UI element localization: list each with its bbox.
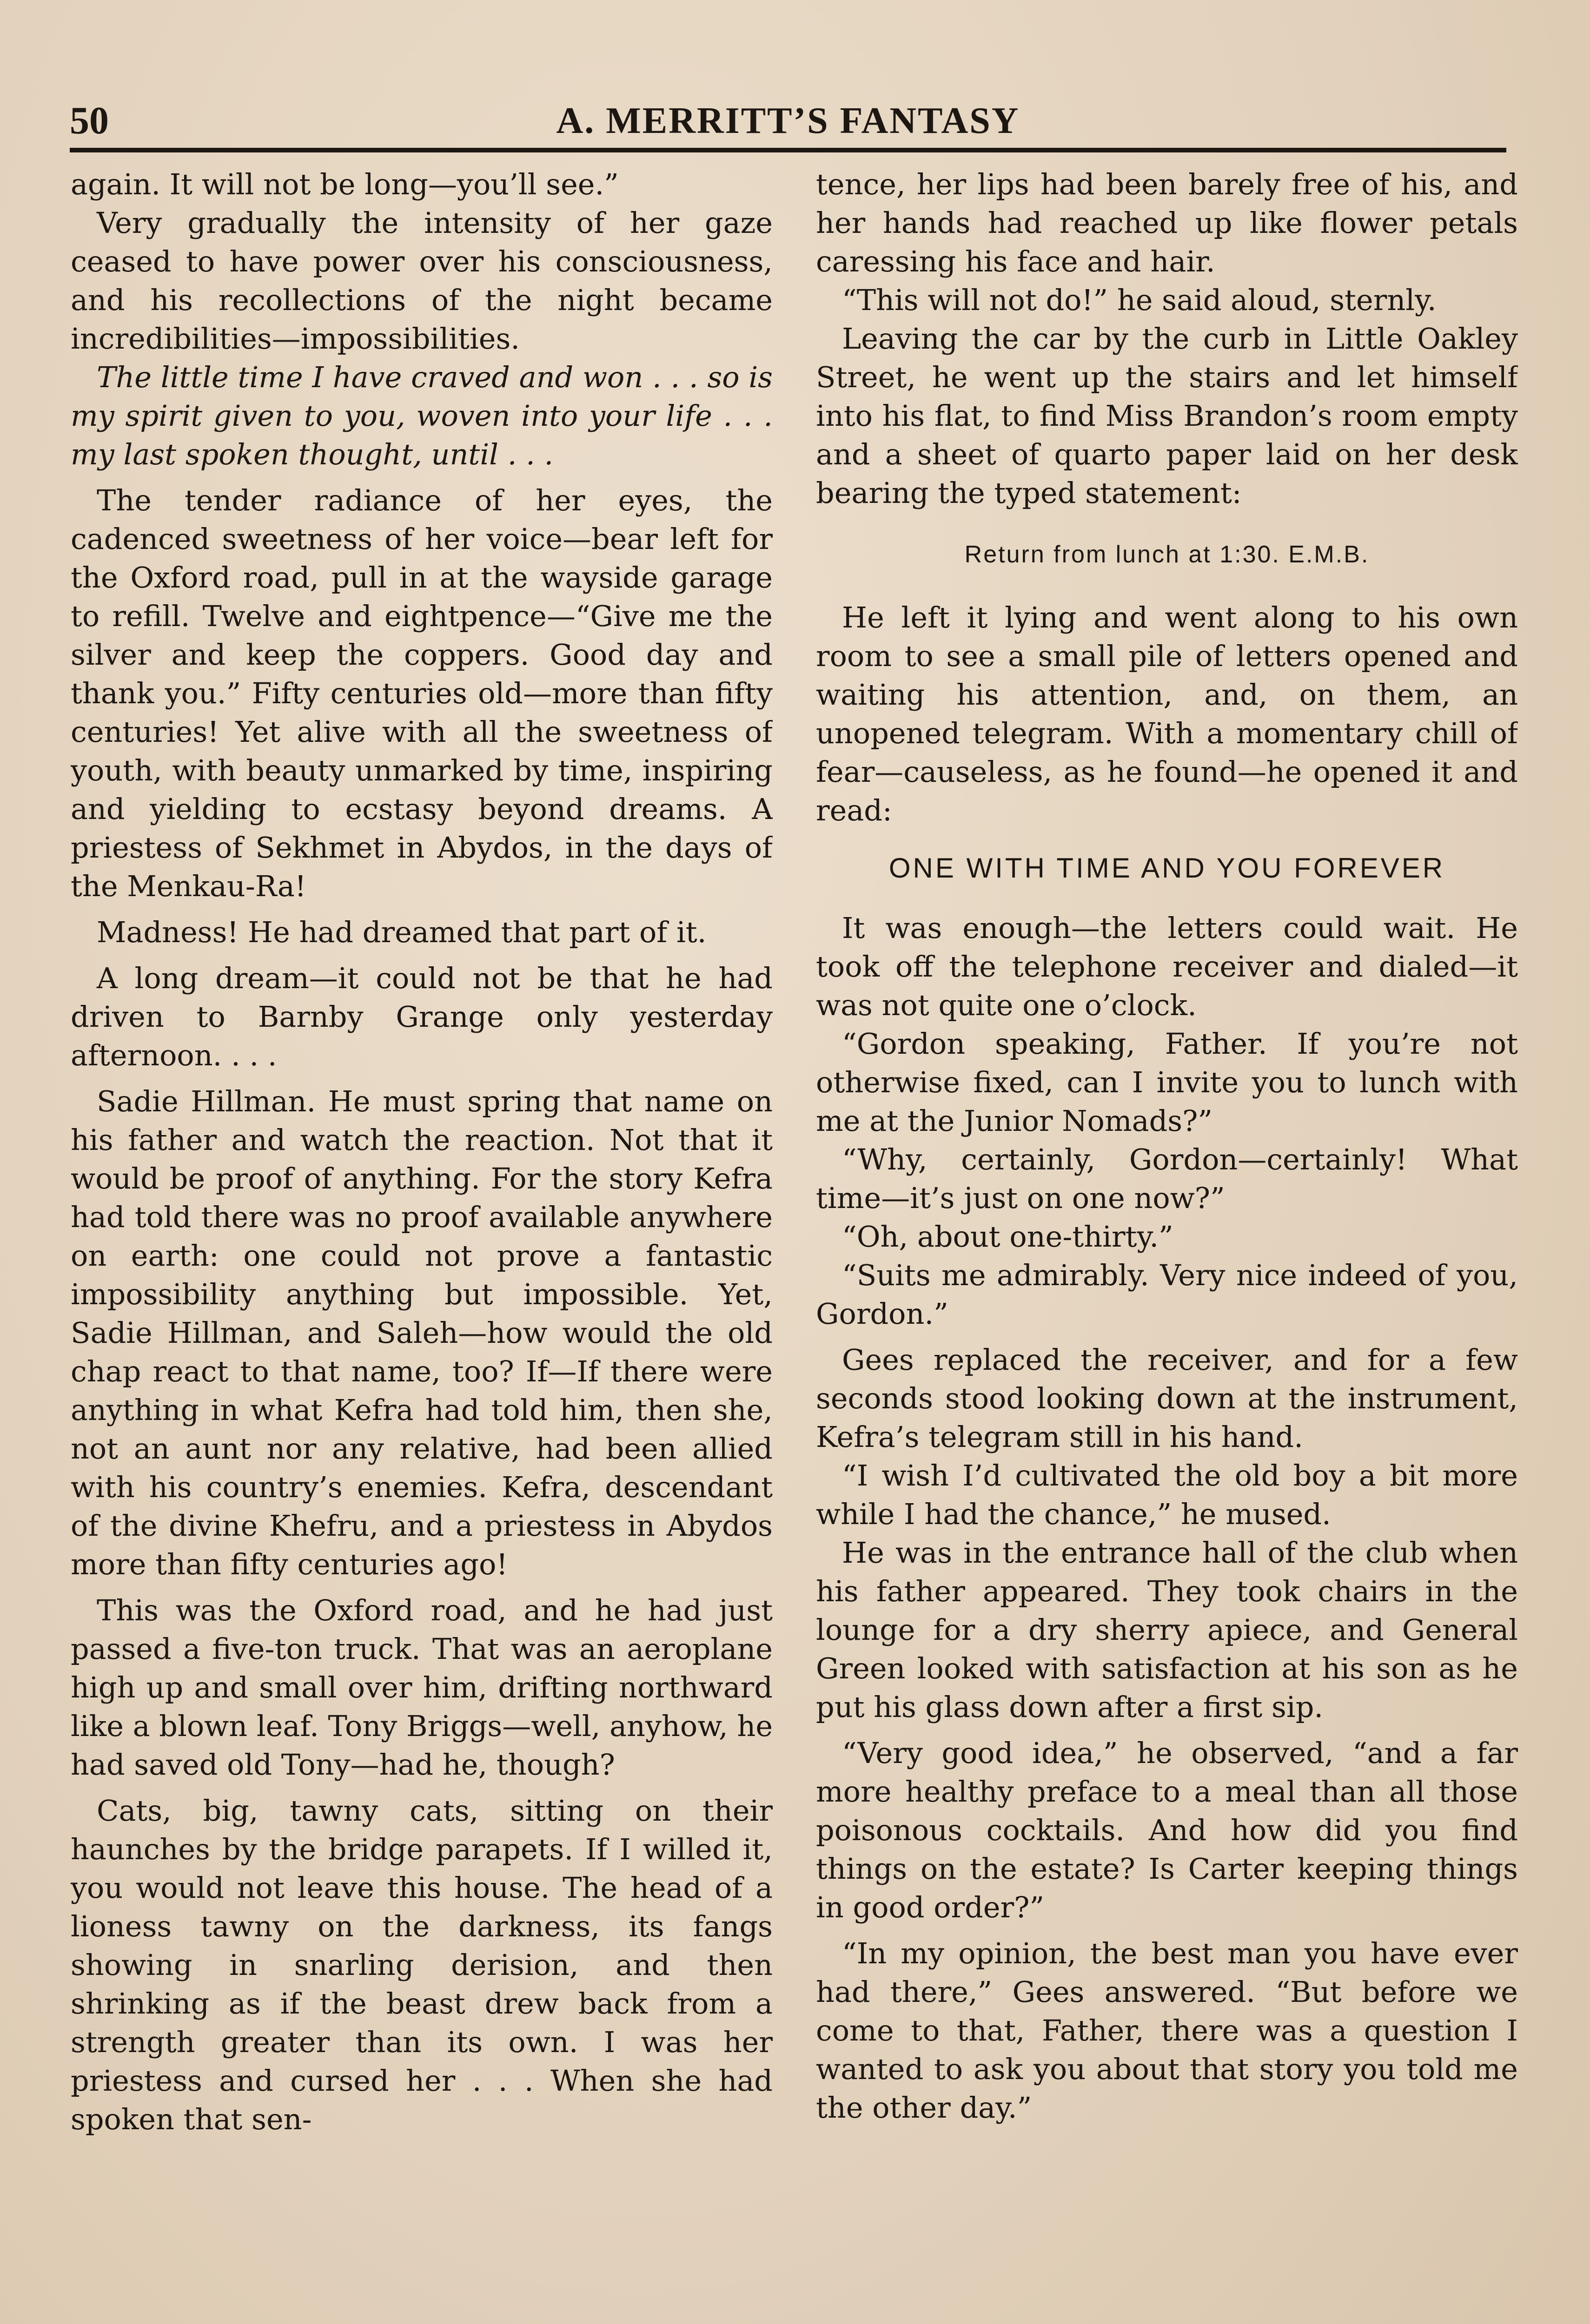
paragraph: Leaving the car by the curb in Little Oakley Street, he went up the stairs and let himself into his flat, to find Miss Brandon’s room empty and a sheet of quarto paper laid on her desk bearing the typed statement: bbox=[816, 322, 1518, 510]
header-rule bbox=[70, 148, 1506, 152]
paragraph: “Suits me admirably. Very nice indeed of you, Gordon.” bbox=[816, 1258, 1518, 1331]
paragraph: The tender radiance of her eyes, the cadenced sweetness of her voice—bear left for the Oxford road, pull in at the wayside garage to refill. Twelve and eightpence—“Give me the silver and keep the coppers. Good day and thank you.” Fifty centuries old—more than fifty centuries! Yet alive with all the sweetness of youth, with beauty unmarked by time, inspiring and yielding to ecstasy beyond dreams. A priestess of Sekhmet in Abydos, in the days of the Menkau-Ra! bbox=[71, 483, 773, 903]
paragraph: He was in the entrance hall of the club when his father appeared. They took chairs in the lounge for a dry sherry apiece, and General Green looked with satisfaction at his son as he put his glass down after a first sip. bbox=[816, 1536, 1518, 1724]
paragraph: This was the Oxford road, and he had just passed a five-ton truck. That was an aeroplane high up and small over him, drifting northward like a blown leaf. Tony Briggs—well, anyhow, he had saved old Tony—had he, though? bbox=[71, 1593, 773, 1782]
paragraph: Cats, big, tawny cats, sitting on their haunches by the bridge parapets. If I willed it, you would not leave this house. The head of a lioness tawny on the darkness, its fangs showing in snarling derision, and then shrinking as if the beast drew back from a strength greater than its own. I was her priestess and cursed her . . . When she had spoken that sen- bbox=[71, 1794, 773, 2136]
typed-notice: Return from lunch at 1:30. E.M.B. bbox=[964, 541, 1370, 568]
running-title: A. MERRITT’S FANTASY bbox=[556, 100, 1020, 141]
telegram-text: ONE WITH TIME AND YOU FOREVER bbox=[888, 852, 1445, 884]
paragraph: Sadie Hillman. He must spring that name on his father and watch the reaction. Not that it would be proof of anything. For the story Kefra had told there was no proof available anywhere on earth: one could not prove a fantastic impossibility anything but impossible. Yet, Sadie Hillman, and Saleh—how would the old chap react to that name, too? If—If there were anything in what Kefra had told him, then she, not an aunt nor any relative, had been allied with his country’s enemies. Kefra, descendant of the divine Khefru, and a priestess in Abydos more than fifty centuries ago! bbox=[71, 1084, 773, 1581]
paragraph: He left it lying and went along to his own room to see a small pile of letters opened and waiting his attention, and, on them, an unopened telegram. With a momentary chill of fear—causeless, as he found—he opened it and read: bbox=[816, 601, 1518, 827]
right-column bbox=[816, 165, 1518, 2324]
paragraph: “In my opinion, the best man you have ever had there,” Gees answered. “But before we come to that, Father, there was a question I wanted to ask you about that story you told me the other day.” bbox=[816, 1936, 1518, 2125]
paragraph: “Gordon speaking, Father. If you’re not otherwise fixed, can I invite you to lunch with me at the Junior Nomads?” bbox=[816, 1027, 1518, 1138]
paragraph: Gees replaced the receiver, and for a few seconds stood looking down at the instrument, Kefra’s telegram still in his hand. bbox=[816, 1343, 1518, 1454]
paragraph: “Very good idea,” he observed, “and a far more healthy preface to a meal than all those poisonous cocktails. And how did you find things on the estate? Is Carter keeping things in good order?” bbox=[816, 1736, 1518, 1924]
page-number: 50 bbox=[70, 99, 109, 142]
paragraph: It was enough—the letters could wait. He took off the telephone receiver and dialed—it was not quite one o’clock. bbox=[816, 911, 1518, 1022]
left-column bbox=[71, 165, 773, 2324]
paragraph: “Oh, about one-thirty.” bbox=[842, 1220, 1173, 1254]
paragraph: tence, her lips had been barely free of his, and her hands had reached up like flower petals caressing his face and hair. bbox=[816, 167, 1518, 278]
paragraph: “Why, certainly, Gordon—certainly! What time—it’s just on one now?” bbox=[816, 1142, 1518, 1215]
paragraph: Very gradually the intensity of her gaze ceased to have power over his consciousness, and his recollections of the night became incredibilities—impossibilities. bbox=[71, 206, 773, 356]
paragraph: A long dream—it could not be that he had driven to Barnby Grange only yesterday afternoon. . . . bbox=[71, 961, 773, 1072]
paragraph: “I wish I’d cultivated the old boy a bit more while I had the chance,” he mused. bbox=[816, 1459, 1518, 1531]
paragraph: “This will not do!” he said aloud, sternly. bbox=[842, 283, 1437, 317]
paragraph: The little time I have craved and won . . . so is my spirit given to you, woven into your life . . . my last spoken thought, until . . . bbox=[71, 360, 773, 471]
paragraph: Madness! He had dreamed that part of it. bbox=[97, 915, 707, 949]
page-header bbox=[70, 93, 1506, 149]
paragraph: again. It will not be long—you’ll see.” bbox=[71, 167, 619, 201]
